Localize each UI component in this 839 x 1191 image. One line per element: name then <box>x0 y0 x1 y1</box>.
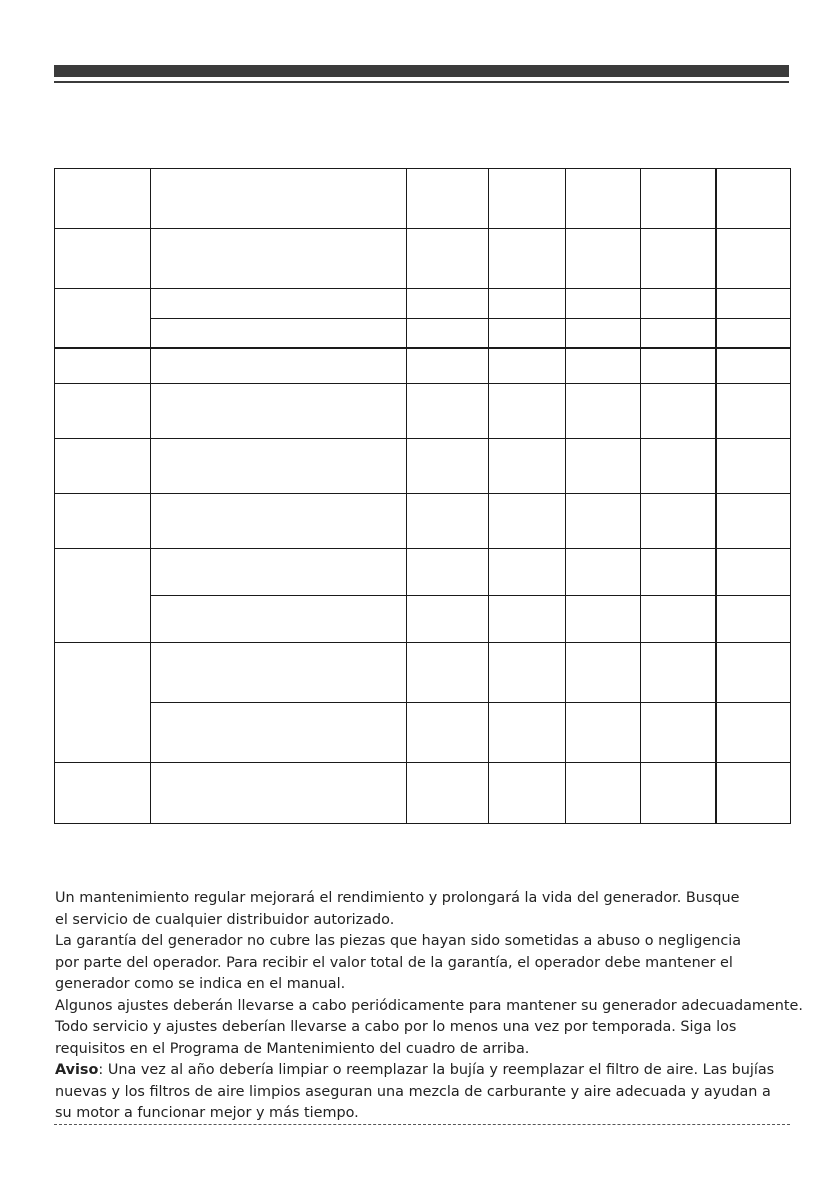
table-row <box>55 549 791 596</box>
table-cell <box>407 439 489 494</box>
table-cell <box>716 596 791 643</box>
table-cell <box>151 169 407 229</box>
table-cell <box>566 703 641 763</box>
table-cell <box>716 384 791 439</box>
table-cell <box>489 289 566 319</box>
table-cell <box>716 549 791 596</box>
table-cell <box>489 229 566 289</box>
table-cell <box>566 384 641 439</box>
table-cell <box>55 169 151 229</box>
table-cell <box>151 439 407 494</box>
table-cell <box>151 763 407 824</box>
notice-line: su motor a funcionar mejor y más tiempo. <box>55 1105 359 1121</box>
table-cell <box>151 596 407 643</box>
table-cell <box>151 229 407 289</box>
table-cell <box>641 596 716 643</box>
table-cell <box>641 384 716 439</box>
table-cell <box>716 643 791 703</box>
table-cell <box>716 229 791 289</box>
table-row <box>55 494 791 549</box>
table-cell <box>55 229 151 289</box>
table-cell <box>407 596 489 643</box>
table-cell <box>151 384 407 439</box>
table-cell <box>489 169 566 229</box>
table-cell <box>151 643 407 703</box>
header-rule <box>54 81 789 83</box>
table-cell <box>566 319 641 348</box>
notes-line: generador como se indica en el manual. <box>55 976 346 992</box>
table-cell <box>55 384 151 439</box>
table-cell <box>566 289 641 319</box>
notes-line: La garantía del generador no cubre las piezas que hayan sido sometidas a abuso o negligencia <box>55 933 742 949</box>
table-cell <box>566 169 641 229</box>
table-row <box>55 596 791 643</box>
notes-line: requisitos en el Programa de Mantenimiento del cuadro de arriba. <box>55 1040 530 1057</box>
table-cell <box>716 763 791 824</box>
table-cell <box>716 289 791 319</box>
table-cell <box>489 384 566 439</box>
table-cell <box>641 439 716 494</box>
table-cell <box>407 319 489 348</box>
notes-line: el servicio de cualquier distribuidor autorizado. <box>55 911 395 928</box>
table-cell <box>489 439 566 494</box>
table-cell <box>641 169 716 229</box>
notes-line: por parte del operador. Para recibir el valor total de la garantía, el operador debe mantener el <box>55 954 733 971</box>
notes-line: Un mantenimiento regular mejorará el rendimiento y prolongará la vida del generador. Busque <box>55 890 740 906</box>
table-cell <box>489 596 566 643</box>
dashed-divider <box>54 1124 790 1125</box>
notice-line <box>55 1060 795 1082</box>
table-cell <box>566 494 641 549</box>
table-cell <box>489 319 566 348</box>
table-cell <box>407 703 489 763</box>
table-cell <box>716 703 791 763</box>
notice-line: nuevas y los filtros de aire limpios aseguran una mezcla de carburante y aire adecuada y ayudan a <box>55 1083 771 1100</box>
table-cell <box>641 494 716 549</box>
table-row <box>55 439 791 494</box>
table-cell <box>641 549 716 596</box>
table-row <box>55 703 791 763</box>
table-cell <box>55 348 151 384</box>
table-cell <box>566 549 641 596</box>
table-cell <box>407 494 489 549</box>
notice-text: : Una vez al año debería limpiar o reemplazar la bujía y reemplazar el filtro de aire. Las bujías <box>98 1062 775 1078</box>
notes-line: Todo servicio y ajustes deberían llevarse a cabo por lo menos una vez por temporada. Siga los <box>55 1019 737 1035</box>
table-cell <box>151 289 407 319</box>
table-cell <box>641 703 716 763</box>
table-row <box>55 319 791 348</box>
table-cell <box>151 348 407 384</box>
table-row <box>55 763 791 824</box>
table-cell <box>55 289 151 348</box>
table-cell <box>489 494 566 549</box>
notice-label: Aviso <box>55 1062 99 1078</box>
table-cell <box>566 643 641 703</box>
table-cell <box>489 549 566 596</box>
table-cell <box>566 439 641 494</box>
table-cell <box>407 763 489 824</box>
table-cell <box>151 319 407 348</box>
notes-line: Algunos ajustes deberán llevarse a cabo periódicamente para mantener su generador adecuadamente. <box>55 997 803 1014</box>
table-row <box>55 384 791 439</box>
table-cell <box>55 643 151 763</box>
table-cell <box>641 289 716 319</box>
table-cell <box>407 643 489 703</box>
table-cell <box>489 348 566 384</box>
table-cell <box>407 229 489 289</box>
table-cell <box>407 549 489 596</box>
table-cell <box>716 319 791 348</box>
table-cell <box>716 494 791 549</box>
table-cell <box>641 763 716 824</box>
table-cell <box>55 439 151 494</box>
table-cell <box>407 289 489 319</box>
table-row <box>55 229 791 289</box>
header-bar <box>54 65 789 77</box>
maintenance-schedule-table <box>54 168 791 824</box>
table-row <box>55 289 791 319</box>
table-row <box>55 348 791 384</box>
table-cell <box>566 596 641 643</box>
table-cell <box>151 494 407 549</box>
table-cell <box>489 643 566 703</box>
table-cell <box>407 169 489 229</box>
table-cell <box>641 229 716 289</box>
table-cell <box>489 703 566 763</box>
table-cell <box>407 348 489 384</box>
table-row <box>55 643 791 703</box>
table-cell <box>55 763 151 824</box>
table-cell <box>55 549 151 643</box>
table-cell <box>407 384 489 439</box>
table-header-row <box>55 169 791 229</box>
table-cell <box>151 549 407 596</box>
table-cell <box>641 643 716 703</box>
table-cell <box>566 348 641 384</box>
table-cell <box>716 169 791 229</box>
table-cell <box>641 319 716 348</box>
table-cell <box>566 229 641 289</box>
table-cell <box>641 348 716 384</box>
table-cell <box>489 763 566 824</box>
table-cell <box>55 494 151 549</box>
maintenance-notes <box>55 888 803 1125</box>
table-cell <box>716 348 791 384</box>
table-cell <box>151 703 407 763</box>
table-cell <box>566 763 641 824</box>
table-cell <box>716 439 791 494</box>
